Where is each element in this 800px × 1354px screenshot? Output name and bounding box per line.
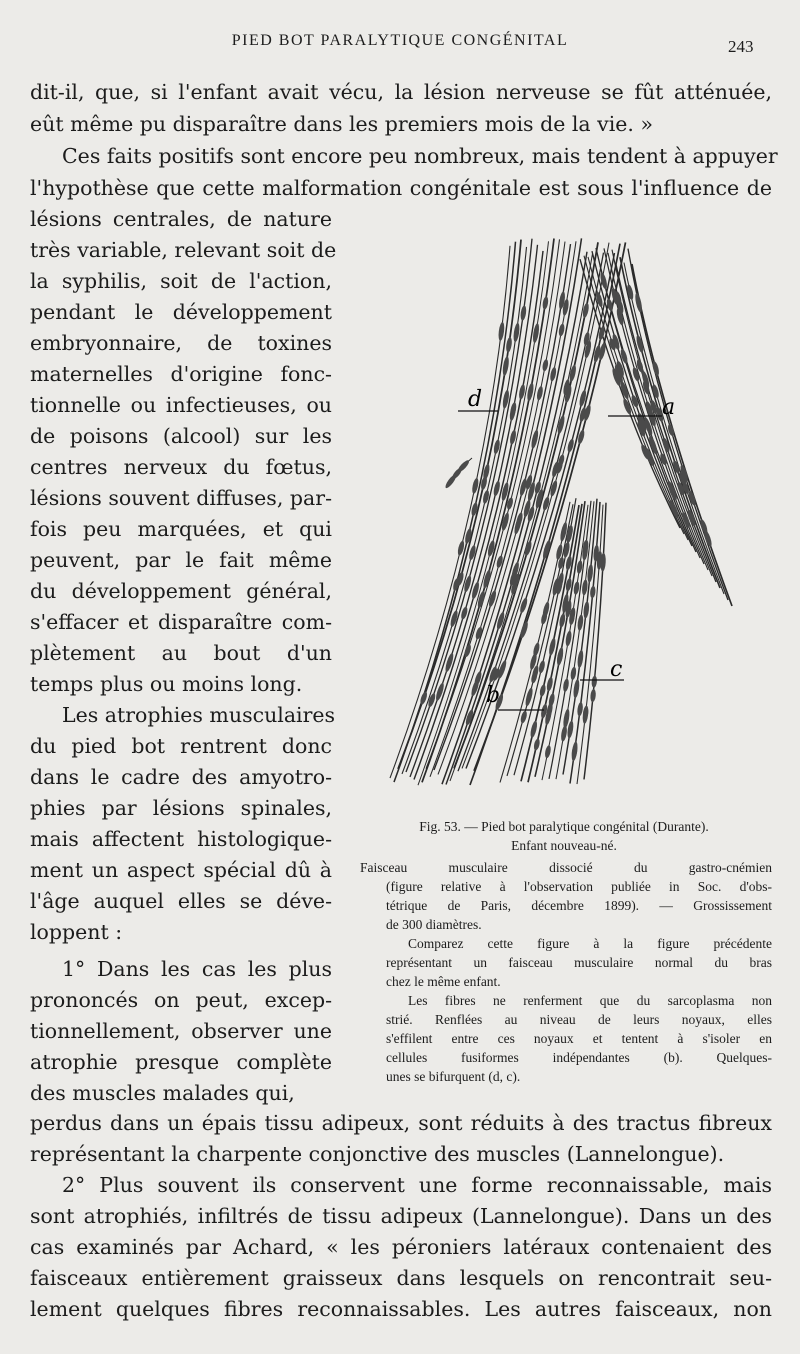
text-line: embryonnaire, de toxines (30, 331, 332, 355)
figure-caption-title: Enfant nouveau-né. (511, 838, 617, 853)
text-line: Les atrophies musculaires (62, 703, 336, 727)
text-line: l'hypothèse que cette malformation congénitale est sous l'influence de (30, 176, 772, 200)
figure-caption-line: (figure relative à l'observation publiée in Soc. d'obs- (386, 879, 772, 894)
text-line: temps plus ou moins long. (30, 672, 303, 696)
fibre-nucleus (546, 677, 554, 692)
text-line: la syphilis, soit de l'action, (30, 269, 332, 293)
fibre-strand (577, 505, 603, 784)
fibre-nucleus (573, 679, 581, 699)
figure-label-d: d (468, 387, 483, 412)
figure-caption-line: tétrique de Paris, décembre 1899). — Grossissement (386, 898, 772, 913)
fibre-nucleus (571, 741, 579, 761)
text-line: maternelles d'origine fonc- (30, 362, 332, 386)
text-line: centres nerveux du fœtus, (30, 455, 332, 479)
figure-caption-title: Fig. 53. — Pied bot paralytique congénital (Durante). (419, 819, 709, 834)
figure-caption-line: cellules fusiformes indépendantes (b). Quelques- (386, 1050, 772, 1065)
fibre-nucleus (560, 725, 568, 742)
text-line: tionnelle ou infectieuses, ou (30, 393, 332, 417)
fibre-nucleus (573, 581, 580, 595)
figure-caption-line: de 300 diamètres. (386, 917, 482, 932)
fibre-nucleus (444, 473, 458, 489)
text-line: très variable, relevant soit de (30, 238, 337, 262)
fibre-nucleus (498, 322, 506, 341)
fibre-nucleus (590, 689, 596, 703)
text-line: dans le cadre des amyotro- (30, 765, 332, 789)
fibre-nucleus (520, 305, 527, 321)
text-line: mais affectent histologique- (30, 827, 332, 851)
fibre-nucleus (456, 459, 470, 474)
fibre-nucleus (583, 601, 590, 619)
text-line: prononcés on peut, excep- (30, 988, 332, 1012)
text-line: faisceaux entièrement graisseux dans lesquels on rencontrait seu- (30, 1266, 772, 1290)
figure-label-a: a (662, 395, 676, 420)
fibre-nucleus (529, 720, 538, 738)
text-line: dit-il, que, si l'enfant avait vécu, la lésion nerveuse se fût atténuée, (30, 80, 772, 104)
figure-caption-line: Les fibres ne renferment que du sarcoplasma non (408, 993, 772, 1008)
figure-caption-line: strié. Renflées au niveau de leurs noyaux, elles (386, 1012, 772, 1027)
figure-caption-line: s'effilent entre ces noyaux et tentent à s'isoler en (386, 1031, 772, 1046)
fibre-nucleus (570, 666, 577, 680)
text-line: peuvent, par le fait même (30, 548, 332, 572)
fibre-strands (390, 238, 732, 785)
text-line: ment un aspect spécial dû à (30, 858, 332, 882)
text-line: eût même pu disparaître dans les premiers mois de la vie. » (30, 112, 654, 136)
figure-label-b: b (486, 683, 501, 708)
fibre-nucleus (533, 738, 541, 751)
text-line: lésions souvent diffuses, par- (30, 486, 332, 510)
fibre-nucleus (542, 359, 549, 372)
fibre-nucleus (582, 705, 589, 724)
fibre-nucleus (542, 296, 549, 310)
fibre-nucleus (536, 386, 544, 401)
figure-caption-line: Comparez cette figure à la figure précédente (408, 936, 772, 951)
fibre-nucleus (520, 710, 528, 724)
fibre-strand (616, 264, 716, 582)
fibre-nucleus (565, 630, 573, 646)
fibre-nucleus (538, 660, 546, 674)
fibre-nucleus (635, 334, 645, 353)
fibre-nucleus (590, 586, 596, 599)
text-line: 1° Dans les cas les plus (62, 957, 332, 981)
text-line: lement quelques fibres reconnaissables. Les autres faisceaux, non (30, 1297, 772, 1321)
fibre-nucleus (444, 652, 455, 672)
text-line: tionnellement, observer une (30, 1019, 332, 1043)
running-title: PIED BOT PARALYTIQUE CONGÉNITAL (231, 32, 569, 49)
text-line: pendant le développement (30, 300, 332, 324)
text-line: l'âge auquel elles se déve- (30, 889, 332, 913)
fibre-nucleus (591, 675, 597, 687)
fibre-nucleus (544, 745, 552, 759)
page-number: 243 (728, 37, 754, 56)
fibre-nucleus (549, 367, 557, 382)
text-line: Ces faits positifs sont encore peu nombreux, mais tendent à appuyer (62, 144, 778, 168)
text-line: fois peu marquées, et qui (30, 517, 332, 541)
text-line: atrophie presque complète (30, 1050, 332, 1074)
muscle-fibre-figure (380, 228, 750, 793)
fibre-nucleus (581, 579, 588, 595)
fibre-nucleus (558, 323, 565, 336)
fibre-nucleus (434, 682, 445, 701)
fibre-nucleus (577, 614, 584, 631)
fibre-nucleus (577, 650, 584, 669)
text-line: représentant la charpente conjonctive des muscles (Lannelongue). (30, 1142, 725, 1166)
fibre-nucleus (539, 684, 547, 697)
fibre-nucleus (562, 678, 569, 692)
text-line: cas examinés par Achard, « les péroniers latéraux contenaient des (30, 1235, 772, 1259)
text-line: 2° Plus souvent ils conservent une forme reconnaissable, mais (62, 1173, 772, 1197)
text-line: perdus dans un épais tissu adipeux, sont réduits à des tractus fibreux (30, 1111, 772, 1135)
figure-caption-line: chez le même enfant. (386, 974, 501, 989)
fibre-nucleus (505, 337, 512, 353)
text-line: des muscles malades qui, (30, 1081, 295, 1105)
text-line: plètement au bout d'un (30, 641, 332, 665)
fibre-strand (535, 501, 585, 777)
figure-label-c: c (610, 657, 623, 682)
text-line: de poisons (alcool) sur les (30, 424, 332, 448)
fibre-nucleus (577, 702, 584, 717)
text-line: lésions centrales, de nature (30, 207, 332, 231)
text-line: du pied bot rentrent donc (30, 734, 332, 758)
text-line: phies par lésions spinales, (30, 796, 332, 820)
figure-caption-line: Faisceau musculaire dissocié du gastro-cnémien (360, 860, 772, 875)
text-line: loppent : (30, 920, 123, 944)
figure-caption-line: représentant un faisceau musculaire normal du bras (386, 955, 772, 970)
fibre-nucleus (519, 597, 529, 614)
text-line: du développement général, (30, 579, 332, 603)
fibre-nucleus (587, 564, 594, 583)
text-line: sont atrophiés, infiltrés de tissu adipeux (Lannelongue). Dans un des (30, 1204, 772, 1228)
figure-caption-line: unes se bifurquent (d, c). (386, 1069, 521, 1084)
text-line: s'effacer et disparaître com- (30, 610, 332, 634)
